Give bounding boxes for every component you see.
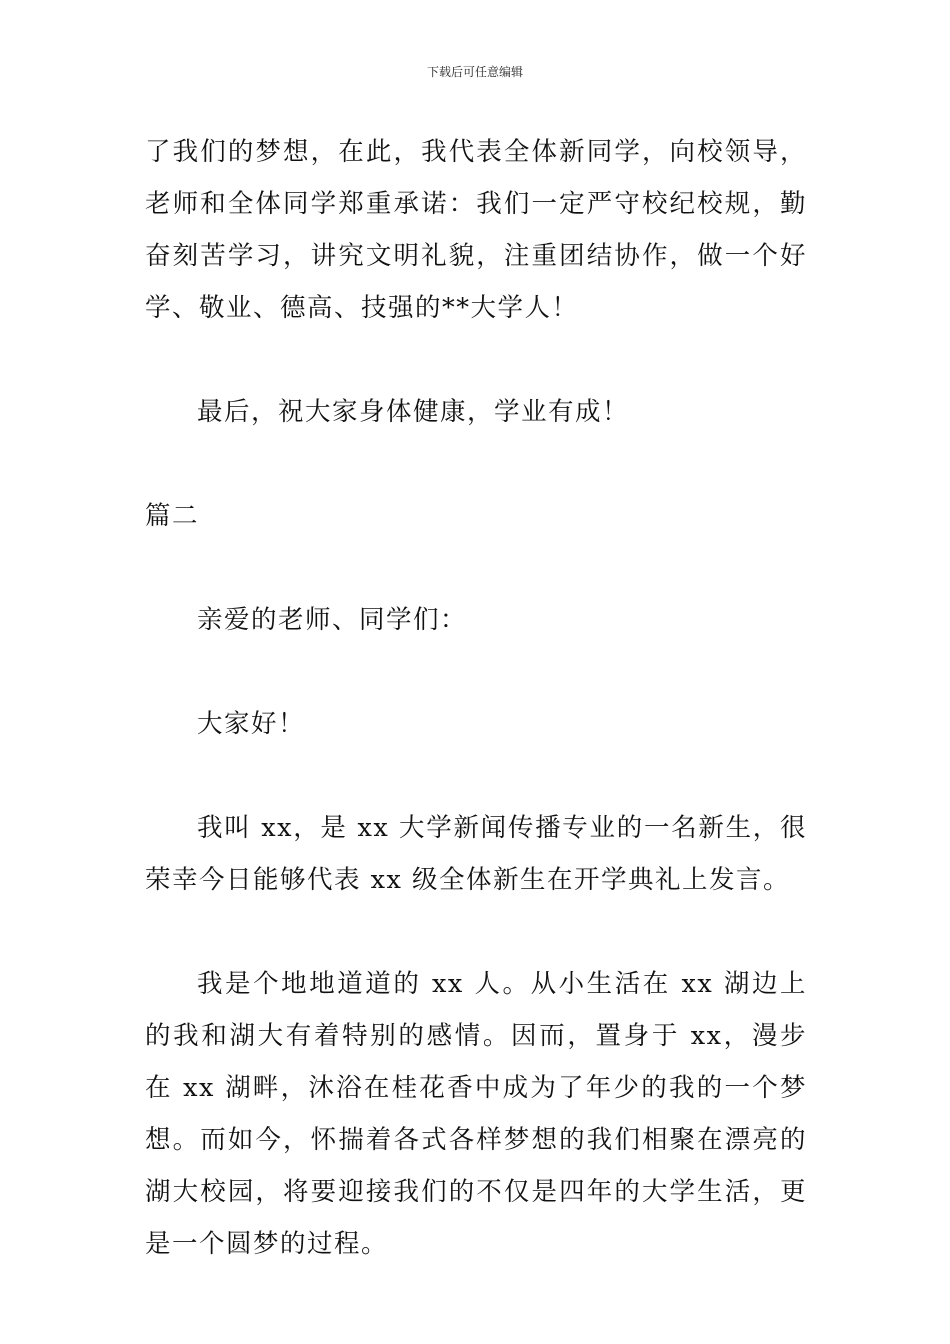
- paragraph-salutation: 亲爱的老师、同学们：: [197, 605, 468, 635]
- section-heading: 篇二: [145, 501, 200, 531]
- paragraph-pledge: 了我们的梦想，在此，我代表全体新同学，向校领导，老师和全体同学郑重承诺：我们一定严守校纪校规，勤奋刻苦学习，讲究文明礼貌，注重团结协作，做一个好学、敬业、德高、技强的**大学人！: [145, 137, 807, 323]
- paragraph-background: 我是个地地道道的 xx 人。从小生活在 xx 湖边上的我和湖大有着特别的感情。因而，置身于 xx，漫步在 xx 湖畔，沐浴在桂花香中成为了年少的我的一个梦想。而如今，怀揣着各式各样梦想的我们相聚在漂亮的湖大校园，将要迎接我们的不仅是四年的大学生活，更是一个圆梦的过程。: [145, 969, 807, 1259]
- paragraph-introduction: 我叫 xx，是 xx 大学新闻传播专业的一名新生，很荣幸今日能够代表 xx 级全体新生在开学典礼上发言。: [145, 813, 807, 895]
- paragraph-closing: 最后，祝大家身体健康，学业有成！: [197, 397, 630, 427]
- document-body: [145, 126, 807, 1270]
- paragraph-greeting: 大家好！: [197, 709, 306, 739]
- page-header: 下载后可任意编辑: [426, 65, 523, 79]
